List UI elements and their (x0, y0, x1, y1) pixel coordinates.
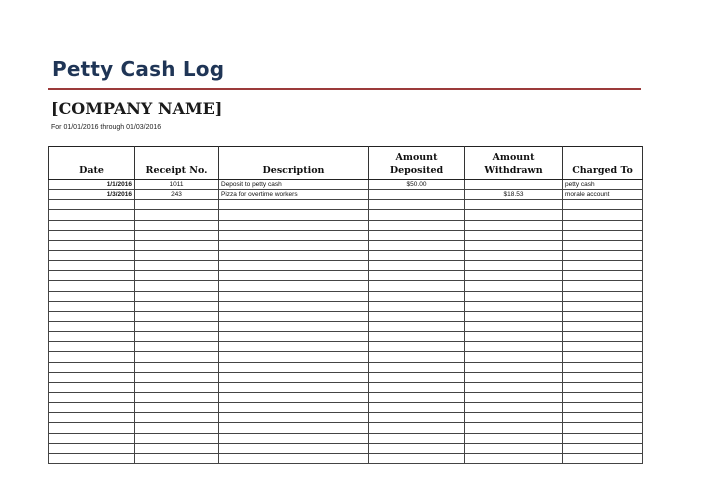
cell-charged-to: petty cash (563, 180, 643, 190)
cell-date (49, 423, 135, 433)
cell-receipt-no (135, 332, 219, 342)
cell-receipt-no (135, 413, 219, 423)
cell-date (49, 443, 135, 453)
table-row (49, 342, 643, 352)
cell-amount-deposited (369, 301, 465, 311)
cell-description (219, 220, 369, 230)
cell-date (49, 311, 135, 321)
cell-amount-deposited (369, 291, 465, 301)
cell-amount-withdrawn (465, 392, 563, 402)
table-row (49, 372, 643, 382)
cell-description (219, 443, 369, 453)
cell-amount-withdrawn (465, 372, 563, 382)
header-description: Description (219, 147, 369, 180)
cell-charged-to (563, 230, 643, 240)
cell-amount-withdrawn (465, 301, 563, 311)
cell-charged-to (563, 240, 643, 250)
cell-charged-to (563, 342, 643, 352)
cell-description (219, 403, 369, 413)
cell-receipt-no (135, 382, 219, 392)
cell-date (49, 453, 135, 463)
cell-description (219, 301, 369, 311)
cell-description (219, 453, 369, 463)
cell-date (49, 230, 135, 240)
cell-description (219, 372, 369, 382)
cell-date (49, 301, 135, 311)
cell-charged-to (563, 382, 643, 392)
cell-description (219, 423, 369, 433)
document-title: Petty Cash Log (52, 57, 225, 81)
cell-amount-withdrawn (465, 240, 563, 250)
cell-amount-withdrawn (465, 281, 563, 291)
cell-charged-to (563, 392, 643, 402)
cell-date (49, 291, 135, 301)
cell-date: 1/3/2016 (49, 190, 135, 200)
cell-charged-to (563, 301, 643, 311)
cell-amount-withdrawn (465, 261, 563, 271)
table-row (49, 453, 643, 463)
cell-charged-to (563, 372, 643, 382)
cell-amount-deposited (369, 403, 465, 413)
header-charged-to: Charged To (563, 147, 643, 180)
cell-receipt-no (135, 403, 219, 413)
cell-amount-withdrawn (465, 443, 563, 453)
cell-amount-withdrawn (465, 230, 563, 240)
cell-receipt-no (135, 200, 219, 210)
cell-receipt-no (135, 321, 219, 331)
cell-amount-withdrawn (465, 180, 563, 190)
cell-amount-withdrawn (465, 210, 563, 220)
cell-charged-to: morale account (563, 190, 643, 200)
cell-description (219, 291, 369, 301)
cell-receipt-no (135, 281, 219, 291)
cell-description (219, 433, 369, 443)
cell-amount-withdrawn (465, 220, 563, 230)
cell-receipt-no: 1011 (135, 180, 219, 190)
table-row (49, 403, 643, 413)
table-row (49, 423, 643, 433)
cell-charged-to (563, 443, 643, 453)
cell-amount-deposited: $50.00 (369, 180, 465, 190)
cell-amount-deposited (369, 352, 465, 362)
cell-date (49, 413, 135, 423)
table-row (49, 443, 643, 453)
table-header-row (49, 147, 643, 180)
cell-description (219, 271, 369, 281)
cell-receipt-no (135, 240, 219, 250)
table-row (49, 382, 643, 392)
cell-receipt-no (135, 342, 219, 352)
cell-receipt-no: 243 (135, 190, 219, 200)
table-row (49, 392, 643, 402)
cell-description (219, 382, 369, 392)
table-row (49, 301, 643, 311)
cell-description (219, 230, 369, 240)
cell-charged-to (563, 403, 643, 413)
cell-date (49, 220, 135, 230)
table-row (49, 261, 643, 271)
cell-date (49, 250, 135, 260)
cell-description (219, 332, 369, 342)
cell-amount-deposited (369, 200, 465, 210)
cell-receipt-no (135, 301, 219, 311)
table-row (49, 250, 643, 260)
cell-receipt-no (135, 291, 219, 301)
cell-amount-withdrawn (465, 433, 563, 443)
cell-description (219, 342, 369, 352)
table-row (49, 362, 643, 372)
cell-receipt-no (135, 220, 219, 230)
cell-amount-deposited (369, 190, 465, 200)
cell-amount-withdrawn (465, 362, 563, 372)
cell-description (219, 240, 369, 250)
cell-date (49, 332, 135, 342)
cell-description (219, 200, 369, 210)
cell-description (219, 362, 369, 372)
cell-charged-to (563, 413, 643, 423)
cell-amount-withdrawn (465, 271, 563, 281)
cell-description: Deposit to petty cash (219, 180, 369, 190)
table-row (49, 271, 643, 281)
cell-receipt-no (135, 230, 219, 240)
cell-charged-to (563, 220, 643, 230)
cell-amount-withdrawn (465, 200, 563, 210)
company-name: [COMPANY NAME] (51, 99, 223, 118)
cell-receipt-no (135, 423, 219, 433)
cell-charged-to (563, 281, 643, 291)
cell-amount-withdrawn (465, 413, 563, 423)
table-row (49, 311, 643, 321)
cell-amount-withdrawn (465, 342, 563, 352)
cell-receipt-no (135, 271, 219, 281)
cell-description (219, 413, 369, 423)
cell-charged-to (563, 250, 643, 260)
cell-amount-deposited (369, 271, 465, 281)
table-row (49, 332, 643, 342)
header-receipt-no: Receipt No. (135, 147, 219, 180)
cell-receipt-no (135, 453, 219, 463)
cell-receipt-no (135, 443, 219, 453)
cell-description (219, 250, 369, 260)
cell-date (49, 403, 135, 413)
cell-amount-deposited (369, 261, 465, 271)
table-row (49, 240, 643, 250)
cell-amount-deposited (369, 240, 465, 250)
cell-receipt-no (135, 311, 219, 321)
cell-amount-deposited (369, 321, 465, 331)
cell-amount-withdrawn (465, 382, 563, 392)
cell-amount-withdrawn: $18.53 (465, 190, 563, 200)
table-row (49, 433, 643, 443)
table-row (49, 210, 643, 220)
cell-description (219, 210, 369, 220)
cell-amount-withdrawn (465, 311, 563, 321)
table-row (49, 321, 643, 331)
cell-date (49, 271, 135, 281)
cell-date: 1/1/2016 (49, 180, 135, 190)
cell-receipt-no (135, 433, 219, 443)
cell-receipt-no (135, 362, 219, 372)
header-date: Date (49, 147, 135, 180)
cell-amount-deposited (369, 453, 465, 463)
cell-date (49, 382, 135, 392)
cell-amount-withdrawn (465, 423, 563, 433)
title-divider (48, 88, 641, 90)
cell-date (49, 200, 135, 210)
cell-amount-withdrawn (465, 321, 563, 331)
cell-charged-to (563, 423, 643, 433)
cell-charged-to (563, 332, 643, 342)
cell-date (49, 321, 135, 331)
table-row (49, 281, 643, 291)
table-body (49, 180, 643, 464)
cell-amount-deposited (369, 392, 465, 402)
cell-description: Pizza for overtime workers (219, 190, 369, 200)
cell-charged-to (563, 311, 643, 321)
cell-date (49, 372, 135, 382)
cell-amount-withdrawn (465, 453, 563, 463)
cell-amount-withdrawn (465, 352, 563, 362)
cell-amount-deposited (369, 210, 465, 220)
cell-charged-to (563, 321, 643, 331)
table-row (49, 190, 643, 200)
cell-amount-withdrawn (465, 403, 563, 413)
cell-charged-to (563, 362, 643, 372)
cell-charged-to (563, 261, 643, 271)
table-row (49, 220, 643, 230)
cell-charged-to (563, 291, 643, 301)
cell-amount-deposited (369, 382, 465, 392)
cell-date (49, 240, 135, 250)
cell-charged-to (563, 453, 643, 463)
cell-description (219, 352, 369, 362)
cell-description (219, 311, 369, 321)
cell-description (219, 321, 369, 331)
cell-description (219, 261, 369, 271)
cell-amount-deposited (369, 332, 465, 342)
cell-charged-to (563, 433, 643, 443)
petty-cash-table (48, 146, 643, 464)
table-row (49, 352, 643, 362)
cell-receipt-no (135, 261, 219, 271)
header-amount-withdrawn: Amount Withdrawn (465, 147, 563, 180)
cell-amount-deposited (369, 433, 465, 443)
date-range: For 01/01/2016 through 01/03/2016 (51, 124, 162, 131)
cell-receipt-no (135, 392, 219, 402)
cell-charged-to (563, 210, 643, 220)
cell-amount-deposited (369, 220, 465, 230)
table-row (49, 291, 643, 301)
cell-date (49, 392, 135, 402)
table-row (49, 180, 643, 190)
table-row (49, 200, 643, 210)
cell-date (49, 210, 135, 220)
cell-charged-to (563, 200, 643, 210)
cell-receipt-no (135, 352, 219, 362)
table-row (49, 413, 643, 423)
cell-amount-deposited (369, 423, 465, 433)
cell-amount-deposited (369, 372, 465, 382)
cell-date (49, 362, 135, 372)
cell-date (49, 342, 135, 352)
cell-receipt-no (135, 250, 219, 260)
cell-charged-to (563, 352, 643, 362)
cell-amount-deposited (369, 342, 465, 352)
cell-date (49, 261, 135, 271)
cell-amount-deposited (369, 230, 465, 240)
cell-date (49, 352, 135, 362)
cell-date (49, 433, 135, 443)
cell-charged-to (563, 271, 643, 281)
cell-description (219, 281, 369, 291)
cell-amount-withdrawn (465, 332, 563, 342)
cell-amount-deposited (369, 362, 465, 372)
cell-date (49, 281, 135, 291)
cell-amount-deposited (369, 281, 465, 291)
cell-amount-withdrawn (465, 291, 563, 301)
cell-amount-deposited (369, 311, 465, 321)
cell-amount-deposited (369, 250, 465, 260)
cell-amount-withdrawn (465, 250, 563, 260)
cell-amount-deposited (369, 413, 465, 423)
cell-amount-deposited (369, 443, 465, 453)
cell-description (219, 392, 369, 402)
cell-receipt-no (135, 210, 219, 220)
header-amount-deposited: Amount Deposited (369, 147, 465, 180)
table-row (49, 230, 643, 240)
cell-receipt-no (135, 372, 219, 382)
